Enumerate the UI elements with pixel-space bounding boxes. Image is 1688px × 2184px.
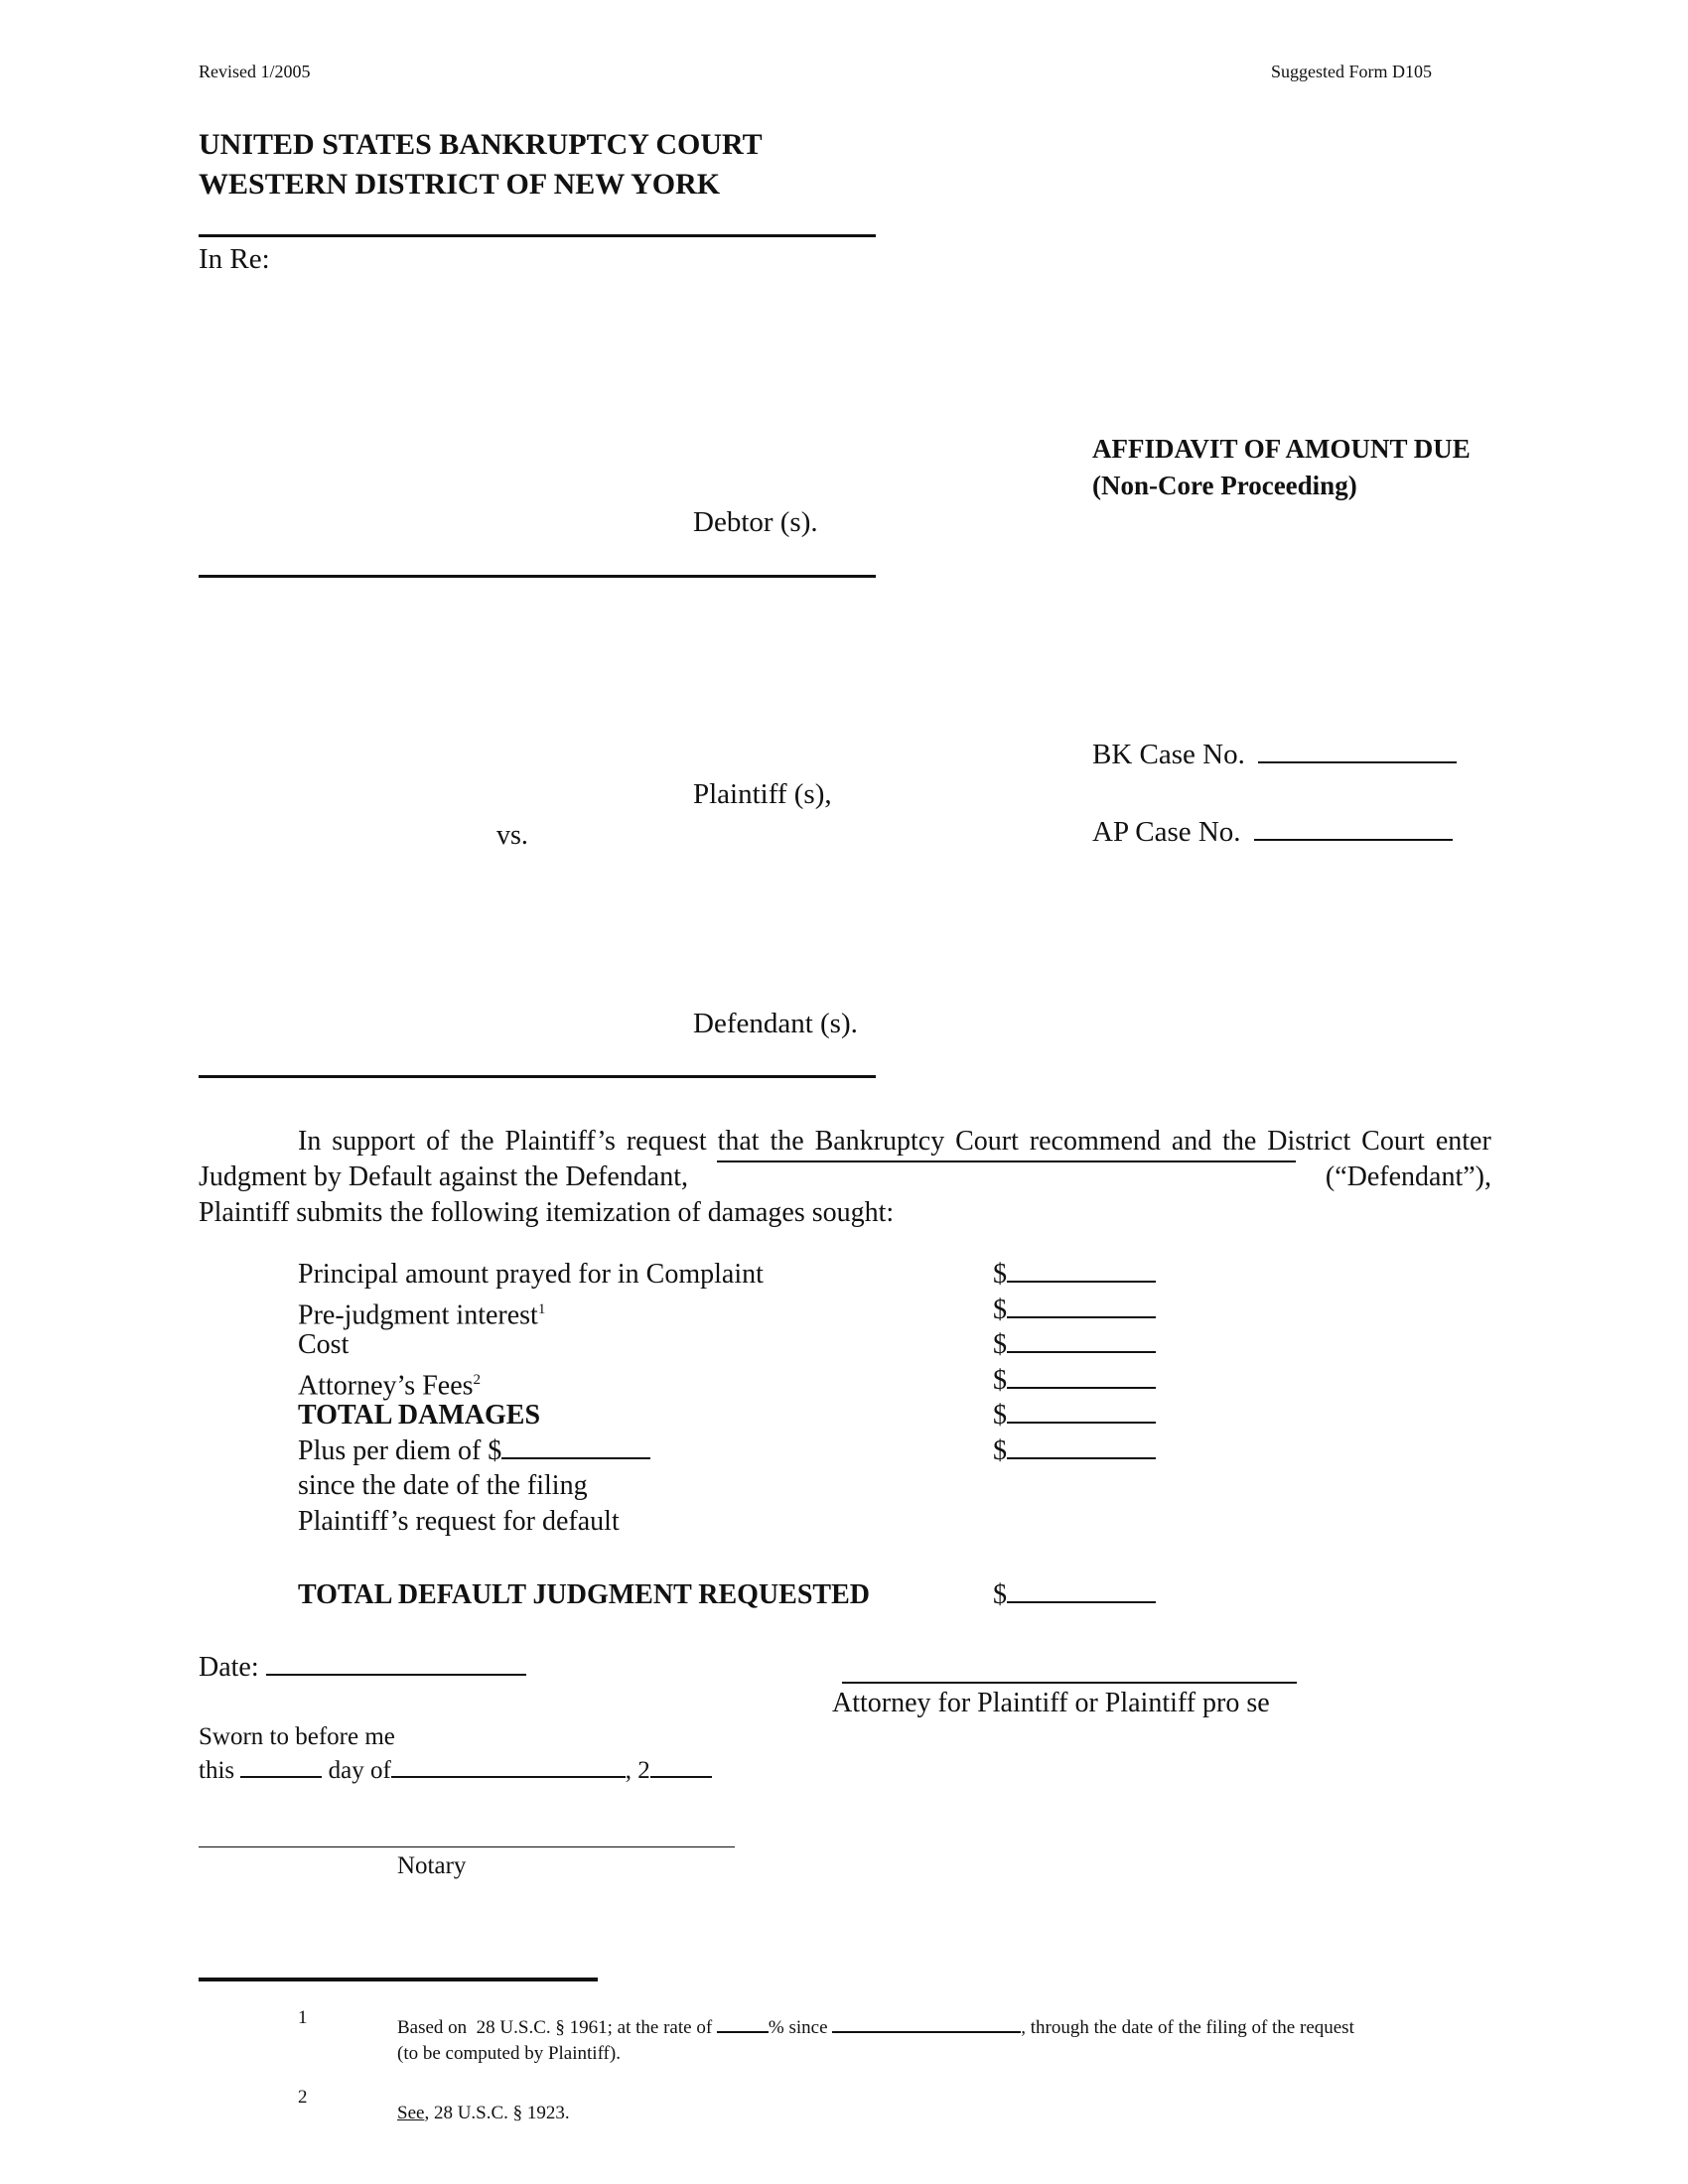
body-line-1-word: and (1171, 1126, 1212, 1157)
body-line-1-word: the (770, 1126, 804, 1157)
dollar-sign: $ (993, 1579, 1007, 1610)
body-line-1-word: District (1267, 1126, 1351, 1157)
sworn-this: this (199, 1757, 235, 1784)
amount-attorney-fees-field[interactable] (1007, 1386, 1156, 1389)
notary-label: Notary (397, 1852, 467, 1879)
affidavit-subtitle: (Non-Core Proceeding) (1092, 471, 1357, 500)
body-paragraph (199, 1124, 1491, 1231)
damages-item-prejudgment (298, 1293, 764, 1328)
body-line-1-word: that (717, 1126, 760, 1157)
form-id: Suggested Form D105 (1271, 62, 1432, 81)
sworn-day-of: day of (328, 1757, 391, 1784)
footnote-separator (199, 1978, 598, 1981)
sworn-line-2 (199, 1757, 712, 1785)
dollar-sign: $ (993, 1259, 1007, 1290)
caption-debtor-rule (199, 575, 876, 578)
sworn-day-field[interactable] (240, 1775, 322, 1778)
per-diem-line-2: since the date of the filing (298, 1470, 588, 1501)
footnote-2-number: 2 (298, 2087, 308, 2108)
court-name-line1: UNITED STATES BANKRUPTCY COURT (199, 128, 763, 161)
ap-case-field[interactable] (1254, 838, 1453, 841)
plaintiff-label: Plaintiff (s), (693, 778, 832, 810)
footnote-1-number: 1 (298, 2007, 308, 2028)
body-line-2 (199, 1160, 1491, 1195)
body-line-1-word: the (1222, 1126, 1257, 1157)
versus-label: vs. (496, 820, 528, 851)
amount-principal-field[interactable] (1007, 1280, 1156, 1283)
per-diem-line-3: Plaintiff’s request for default (298, 1505, 620, 1537)
defendant-name-field[interactable] (717, 1160, 1296, 1162)
body-line-2-end: (“Defendant”), (1325, 1161, 1491, 1192)
court-name-line2: WESTERN DISTRICT OF NEW YORK (199, 168, 721, 201)
revised-date: Revised 1/2005 (199, 62, 311, 81)
bk-case-field[interactable] (1258, 760, 1457, 763)
footnote-1-text-a: Based on 28 U.S.C. § 1961; at the rate of (397, 2017, 713, 2038)
date-field[interactable] (266, 1673, 526, 1676)
amount-cost (993, 1327, 1156, 1363)
bk-case-number (1092, 739, 1457, 771)
amount-per-diem (993, 1433, 1156, 1469)
body-line-1-word: support (332, 1126, 416, 1157)
damages-item-cost: Cost (298, 1329, 350, 1360)
affidavit-title: AFFIDAVIT OF AMOUNT DUE (1092, 434, 1471, 464)
footnote-2-text (397, 2101, 570, 2126)
total-default-judgment-field[interactable] (1007, 1600, 1156, 1603)
bk-case-label: BK Case No. (1092, 739, 1245, 770)
prejudgment-label: Pre-judgment interest (298, 1298, 538, 1330)
defendant-label: Defendant (s). (693, 1008, 858, 1039)
attorney-signature-line[interactable] (842, 1682, 1297, 1684)
footnote-1-text-b: % since (768, 2017, 828, 2038)
damages-item-per-diem (298, 1433, 764, 1469)
body-line-1-word: Court (1361, 1126, 1425, 1157)
caption-bottom-rule (199, 1075, 876, 1078)
body-line-1-word: Plaintiff’s (504, 1126, 616, 1157)
damages-item-total: TOTAL DAMAGES (298, 1400, 541, 1431)
amount-principal (993, 1257, 1156, 1293)
debtor-label: Debtor (s). (693, 506, 818, 538)
footnote-1-line-2: (to be computed by Plaintiff). (397, 2043, 621, 2064)
body-line-3 (199, 1195, 1491, 1231)
body-line-1-word: of (426, 1126, 450, 1157)
body-line-1-word: Bankruptcy (814, 1126, 945, 1157)
damages-item-principal: Principal amount prayed for in Complaint (298, 1259, 764, 1290)
date-label: Date: (199, 1652, 259, 1683)
interest-since-date-field[interactable] (832, 2030, 1021, 2033)
damages-list (298, 1257, 764, 1539)
footnote-2-see: See (397, 2103, 425, 2123)
body-line-1-word: enter (1435, 1126, 1491, 1157)
per-diem-label: Plus per diem of $ (298, 1434, 502, 1466)
dollar-sign: $ (993, 1434, 1007, 1466)
interest-rate-field[interactable] (717, 2030, 769, 2033)
dollar-sign: $ (993, 1364, 1007, 1396)
attorney-signature-label: Attorney for Plaintiff or Plaintiff pro se (832, 1688, 1270, 1718)
sworn-year-prefix: , 2 (625, 1757, 650, 1784)
footnote-1-line-1 (397, 2015, 1354, 2041)
body-line-1-word: the (460, 1126, 494, 1157)
footnote-ref-2: 2 (473, 1371, 482, 1388)
amount-cost-field[interactable] (1007, 1350, 1156, 1353)
ap-case-number (1092, 816, 1453, 849)
total-default-judgment-label: TOTAL DEFAULT JUDGMENT REQUESTED (298, 1579, 870, 1610)
footnote-2-citation: , 28 U.S.C. § 1923. (424, 2103, 570, 2123)
sworn-line-1: Sworn to before me (199, 1723, 395, 1750)
body-line-1-word: recommend (1029, 1126, 1161, 1157)
body-line-1-word: In (298, 1126, 322, 1157)
footnote-ref-1: 1 (537, 1300, 546, 1317)
body-line-1-word: request (626, 1126, 707, 1157)
in-re-label: In Re: (199, 243, 270, 275)
damages-amounts (993, 1257, 1156, 1468)
notary-signature-line[interactable] (199, 1846, 735, 1847)
body-line-1 (199, 1124, 1491, 1160)
dollar-sign: $ (993, 1400, 1007, 1431)
amount-total-damages (993, 1398, 1156, 1433)
date-line (199, 1652, 526, 1684)
total-default-judgment-amount (993, 1579, 1156, 1611)
body-line-3-text: Plaintiff submits the following itemization of damages sought: (199, 1197, 895, 1228)
amount-prejudgment-field[interactable] (1007, 1315, 1156, 1318)
sworn-month-field[interactable] (391, 1775, 626, 1778)
dollar-sign: $ (993, 1329, 1007, 1360)
amount-attorney-fees (993, 1363, 1156, 1399)
amount-per-diem-field[interactable] (1007, 1456, 1156, 1459)
caption-top-rule (199, 234, 876, 237)
dollar-sign: $ (993, 1294, 1007, 1325)
amount-prejudgment (993, 1293, 1156, 1328)
attorney-fees-label: Attorney’s Fees (298, 1369, 474, 1401)
sworn-year-field[interactable] (650, 1775, 712, 1778)
per-diem-field[interactable] (501, 1456, 650, 1459)
amount-total-damages-field[interactable] (1007, 1421, 1156, 1424)
ap-case-label: AP Case No. (1092, 816, 1241, 848)
body-line-1-word: Court (955, 1126, 1019, 1157)
damages-item-attorney-fees (298, 1363, 764, 1399)
body-line-2-start: Judgment by Default against the Defendant, (199, 1161, 688, 1192)
footnote-1-text-c: , through the date of the filing of the request (1021, 2017, 1354, 2038)
